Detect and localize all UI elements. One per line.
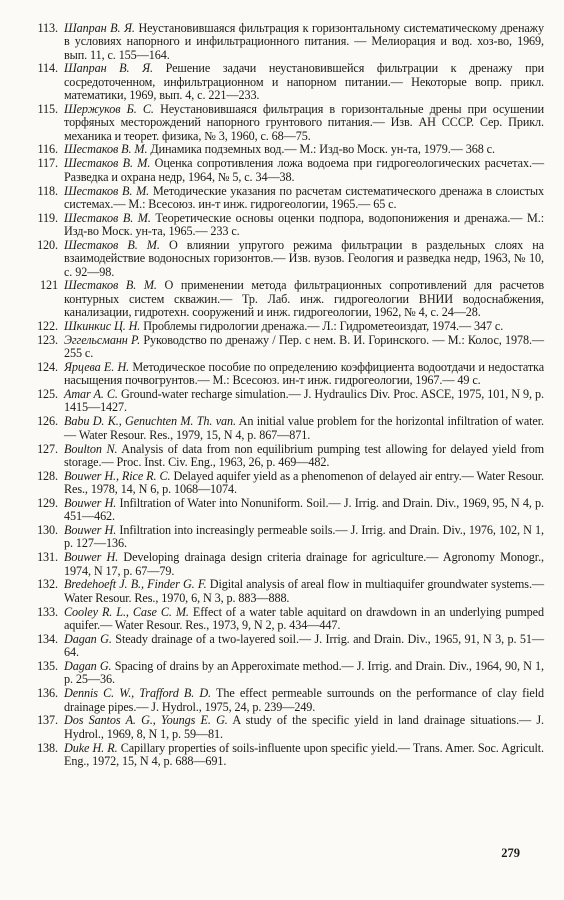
reference-author: Cooley R. L., Case C. M. <box>64 604 189 619</box>
reference-item <box>28 633 544 660</box>
reference-number: 132. <box>37 577 58 592</box>
reference-text: Spacing of drains by an Apperoximate method.— J. Irrig. and Drain. Div., 1964, 90, N 1, p. 25—36. <box>64 659 544 687</box>
reference-text: Capillary properties of soils-influente upon specific yield.— Trans. Amer. Soc. Agricult. Eng., 1972, 15, N 4, p. 688—691. <box>64 740 544 768</box>
reference-text: Analysis of data from non equilibrium pumping test allowing for delayed yield from storage.— Proc. Inst. Civ. Eng., 1963, 26, p. 469—482. <box>64 441 544 469</box>
reference-author: Bredehoeft J. B., Finder G. F. <box>64 577 207 592</box>
reference-text: A study of the specific yield in land drainage situations.— J. Hydrol., 1969, 8, N 1, p. 59—81. <box>64 713 544 741</box>
reference-number: 114. <box>37 61 58 76</box>
reference-text: Developing drainaga design criteria drainage for agriculture.— Agronomy Monogr., 1974, N 17, p. 67—79. <box>64 550 544 578</box>
reference-author: Dagan G. <box>64 659 112 674</box>
reference-number: 118. <box>37 183 58 198</box>
reference-item <box>28 185 544 212</box>
reference-author: Шестаков В. М. <box>64 210 151 225</box>
reference-author: Шестаков В. М. <box>64 237 160 252</box>
reference-number: 135. <box>37 659 58 674</box>
reference-item <box>28 742 544 769</box>
reference-number: 116. <box>37 142 58 157</box>
reference-text: Оценка сопротивления ложа водоема при гидрогеологических расчетах.— Разведка и охрана недр, 1964, № 5, с. 34—38. <box>64 156 544 184</box>
reference-number: 123. <box>37 332 58 347</box>
reference-item <box>28 212 544 239</box>
reference-author: Boulton N. <box>64 441 118 456</box>
reference-item <box>28 443 544 470</box>
reference-number: 130. <box>37 523 58 538</box>
reference-text: Динамика подземных вод.— М.: Изд-во Моск. ун-та, 1979.— 368 с. <box>147 142 495 157</box>
reference-number: 126. <box>37 414 58 429</box>
reference-number: 117. <box>37 156 58 171</box>
reference-text: Digital analysis of areal flow in multiaquifer groundwater systems.— Water Resour. Res., 1970, 6, N 3, p. 883—888. <box>64 577 544 605</box>
reference-number: 113. <box>37 21 58 35</box>
reference-author: Ярцева Е. Н. <box>64 359 130 374</box>
reference-item <box>28 239 544 279</box>
reference-text: Методическое пособие по определению коэффициента водоотдачи и недостатка насыщения почвогрунтов.— М.: Всесоюз. ин-т инж. гидрогеологии, 1967.— 49 с. <box>64 359 544 388</box>
reference-author: Шестаков В. М. <box>64 183 150 198</box>
reference-text: О применении метода фильтрационных сопротивлений для расчетов контурных систем скважин.— Тр. Лаб. инж. гидрогеологии ВНИИ водоснабжения, канализации, гидротехн. сооружений и инж. гидрогеологии, 1962, № 4, с. 24—28. <box>64 278 544 319</box>
reference-item <box>28 687 544 714</box>
reference-author: Шестаков В. М. <box>64 156 151 171</box>
reference-author: Bouwer H. <box>64 523 117 538</box>
reference-item <box>28 524 544 551</box>
reference-author: Шкинкис Ц. Н. <box>64 318 141 333</box>
reference-author: Dennis C. W., Trafford B. D. <box>64 686 212 701</box>
reference-text: Теоретические основы оценки подпора, водопонижения и дренажа.— М.: Изд-во Моск. ун-та, 1965.— 233 с. <box>64 210 544 239</box>
reference-number: 127. <box>37 441 58 456</box>
reference-item <box>28 497 544 524</box>
reference-text: Delayed aquifer yield as a phenomenon of delayed air entry.— Water Resour. Res., 1978, 14, N 6, p. 1068—1074. <box>64 468 544 496</box>
reference-text: Effect of a water table aquitard on drawdown in an underlying pumped aquifer.— Water Resour. Res., 1973, 9, N 2, p. 434—447. <box>64 604 544 632</box>
reference-number: 131. <box>37 550 58 565</box>
reference-text: О влиянии упругого режима фильтрации в раздельных слоях на взаимодействие водоносных горизонтов.— Изв. вузов. Геология и разведка недр, 1963, № 10, с. 92—98. <box>64 237 544 279</box>
reference-item <box>28 279 544 319</box>
reference-number: 134. <box>37 631 58 646</box>
reference-author: Шапран В. Я. <box>64 61 153 76</box>
reference-item <box>28 470 544 497</box>
reference-number: 125. <box>37 387 58 402</box>
reference-author: Duke H. R. <box>64 740 118 755</box>
reference-number: 136. <box>37 686 58 701</box>
reference-author: Эггельсманн Р. <box>64 332 141 347</box>
reference-item <box>28 320 544 333</box>
reference-list <box>28 22 544 769</box>
reference-item <box>28 578 544 605</box>
reference-number: 138. <box>37 740 58 755</box>
reference-author: Bouwer H. <box>64 495 117 510</box>
reference-author: Шестаков В. М. <box>64 278 157 293</box>
reference-text: Методические указания по расчетам систематического дренажа в слоистых системах.— М.: Всесоюз. ин-т инж. гидрогеологии, 1965.— 65 с. <box>64 183 544 211</box>
reference-number: 137. <box>37 713 58 728</box>
reference-text: Неустановившаяся фильтрация к горизонтальному систематическому дренажу в условиях напорного и инфильтрационного питания. — Мелиорация и вод. хоз-во, 1969, вып. 11, с. 155—164. <box>64 21 544 62</box>
reference-text: An initial value problem for the horizontal infiltration of water.— Water Resour. Res., 1979, 15, N 4, p. 867—871. <box>64 414 544 442</box>
reference-number: 121 <box>40 278 58 293</box>
reference-item <box>28 103 544 143</box>
reference-author: Amar A. C. <box>64 387 118 402</box>
reference-item <box>28 157 544 184</box>
reference-item <box>28 660 544 687</box>
reference-text: The effect permeable surrounds on the performance of clay field drainage pipes.— J. Hydrol., 1975, 24, p. 239—249. <box>64 686 544 714</box>
reference-item <box>28 143 544 156</box>
reference-author: Шержуков Б. С. <box>64 101 154 116</box>
reference-item <box>28 62 544 102</box>
reference-number: 133. <box>37 604 58 619</box>
reference-number: 122. <box>37 318 58 333</box>
reference-text: Ground-water recharge simulation.— J. Hydraulics Div. Proc. ASCE, 1975, 101, N 9, p. 1415—1427. <box>64 387 544 415</box>
reference-item <box>28 551 544 578</box>
reference-author: Шапран В. Я. <box>64 21 135 35</box>
reference-number: 124. <box>37 359 58 374</box>
reference-item <box>28 714 544 741</box>
reference-author: Шестаков В. М. <box>64 142 148 157</box>
reference-number: 128. <box>37 468 58 483</box>
reference-text: Steady drainage of a two-layered soil.— J. Irrig. and Drain. Div., 1965, 91, N 3, p. 51—64. <box>64 631 544 660</box>
page-number: 279 <box>501 846 520 860</box>
reference-text: Руководство по дренажу / Пер. с нем. В. И. Горинского. — М.: Колос, 1978.— 255 с. <box>64 332 544 361</box>
reference-text: Решение задачи неустановившейся фильтрации к дренажу при сосредоточенном, инфильтрационном и напорном питании.— Некоторые вопр. прикл. математики, 1969, вып. 4, с. 221—233. <box>64 61 544 103</box>
reference-number: 115. <box>37 101 58 116</box>
reference-item <box>28 334 544 361</box>
reference-number: 129. <box>37 495 58 510</box>
reference-author: Babu D. K., Genuchten M. Th. van. <box>64 414 236 429</box>
reference-text: Неустановившаяся фильтрация в горизонтальные дрены при осушении торфяных месторождений напорного грунтового питания.— Изв. АН СССР. Сер. Прикл. механика и теорет. физика, № 3, 1960, с. 68—75. <box>64 101 544 143</box>
reference-author: Dos Santos A. G., Youngs E. G. <box>64 713 228 728</box>
reference-text: Infiltration into increasingly permeable soils.— J. Irrig. and Drain. Div., 1976, 102, N 1, p. 127—136. <box>64 523 544 551</box>
reference-text: Infiltration of Water into Nonuniform. Soil.— J. Irrig. and Drain. Div., 1969, 95, N 4, p. 451—462. <box>64 495 544 524</box>
reference-item <box>28 22 544 62</box>
reference-item <box>28 388 544 415</box>
reference-number: 119. <box>37 210 58 225</box>
reference-number: 120. <box>37 237 58 252</box>
reference-item <box>28 606 544 633</box>
reference-item <box>28 361 544 388</box>
reference-author: Dagan G. <box>64 631 112 646</box>
reference-author: Bouwer H., Rice R. C. <box>64 468 171 483</box>
reference-author: Bouwer H. <box>64 550 119 565</box>
reference-item <box>28 415 544 442</box>
reference-text: Проблемы гидрологии дренажа.— Л.: Гидрометеоиздат, 1974.— 347 с. <box>140 318 504 333</box>
